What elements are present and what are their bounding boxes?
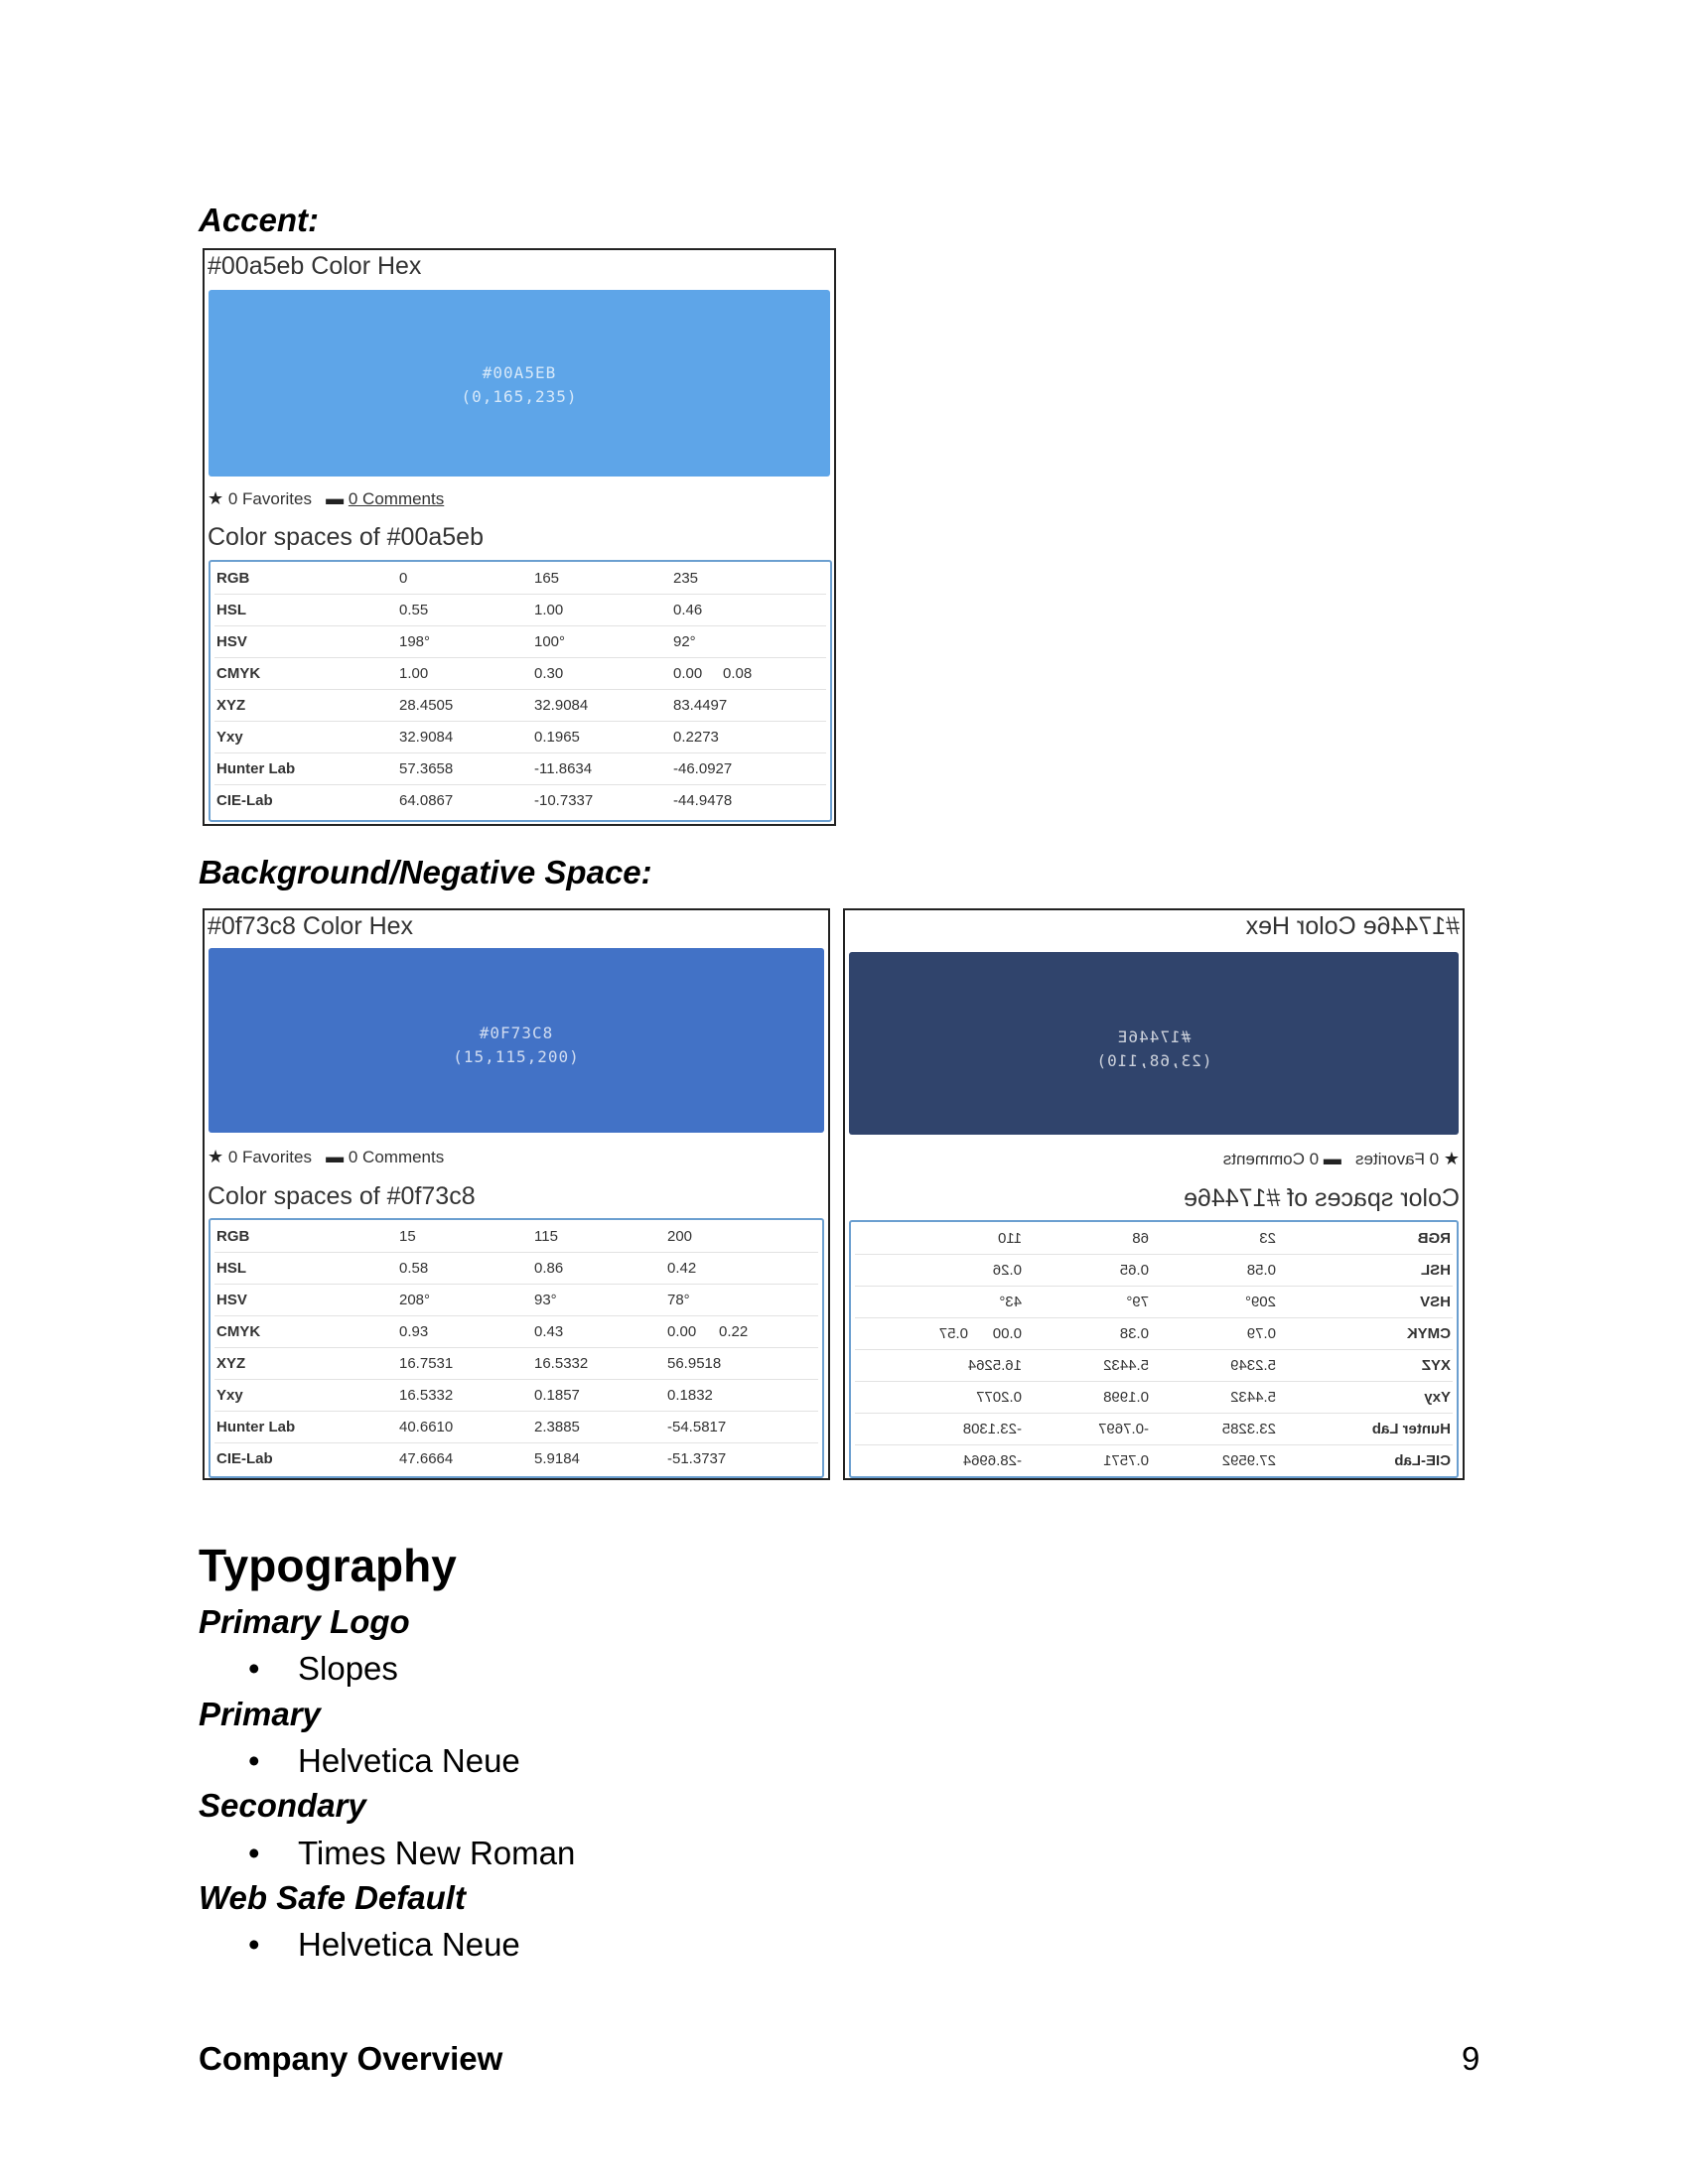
- color-spaces-title: Color spaces of #0f73c8: [208, 1182, 476, 1210]
- table-row: XYZ 28.4505 32.9084 83.4497: [214, 689, 826, 722]
- table-row: Hunter Lab 23.3285 -0.7697 -23.1308: [855, 1413, 1453, 1445]
- swatch-hex: #00A5EB: [482, 363, 557, 382]
- table-row: HSL 0.58 0.86 0.42: [214, 1252, 818, 1285]
- swatch-rgb: (15,115,200): [453, 1047, 580, 1066]
- color-spaces-table: [209, 560, 832, 822]
- star-icon: ★: [208, 488, 224, 508]
- table-row: HSV 198° 100° 92°: [214, 625, 826, 658]
- table-row: Hunter Lab 40.6610 2.3885 -54.5817: [214, 1411, 818, 1443]
- background-heading: Background/Negative Space:: [199, 854, 652, 890]
- typography-heading: Typography: [199, 1540, 457, 1591]
- table-row: Yxy 32.9084 0.1965 0.2273: [214, 721, 826, 753]
- card-meta: [1223, 1149, 1460, 1169]
- table-row: HSV 209° 79° 43°: [855, 1286, 1453, 1318]
- list-item: [248, 1926, 844, 1966]
- list-item: [248, 1742, 844, 1782]
- bullet: •: [248, 1926, 260, 1963]
- table-row: HSV 208° 93° 78°: [214, 1284, 818, 1316]
- favorites-count[interactable]: 0 Favorites: [227, 489, 312, 508]
- star-icon: ★: [208, 1147, 224, 1166]
- comments-link[interactable]: 0 Comments: [348, 1148, 445, 1166]
- background-color-card-left: [203, 908, 830, 1480]
- accent-heading: Accent:: [199, 202, 320, 238]
- swatch-rgb: (23,68,110): [1095, 1051, 1212, 1070]
- comments-link[interactable]: 0 Comments: [1222, 1150, 1320, 1168]
- star-icon: ★: [1443, 1149, 1460, 1168]
- table-row: RGB 23 68 110: [855, 1222, 1453, 1255]
- favorites-count[interactable]: 0 Favorites: [227, 1148, 312, 1166]
- table-row: HSL 0.58 0.65 0.26: [855, 1254, 1453, 1287]
- accent-color-card: [203, 248, 836, 826]
- comment-icon: ▬: [1323, 1149, 1341, 1168]
- list-item: [248, 1835, 844, 1874]
- comment-icon: ▬: [326, 1147, 345, 1166]
- color-swatch: [209, 948, 824, 1133]
- favorites-count[interactable]: 0 Favorites: [1355, 1150, 1440, 1168]
- table-row: CIE-Lab 27.9592 0.7571 -28.6964: [962, 1452, 1451, 1469]
- table-row: XYZ 16.7531 16.5332 56.9518: [214, 1347, 818, 1380]
- color-spaces-title: Color spaces of #00a5eb: [208, 523, 484, 551]
- table-row: CIE-Lab 64.0867 -10.7337 -44.9478: [216, 792, 733, 809]
- table-row: CMYK 0.79 0.38 0.00 0.57: [855, 1317, 1453, 1350]
- primary-label: Primary: [199, 1696, 321, 1732]
- bullet: •: [248, 1742, 260, 1779]
- comments-link[interactable]: 0 Comments: [348, 489, 445, 508]
- background-color-card-right-mirrored: [843, 908, 1465, 1480]
- table-row: CMYK 0.93 0.43 0.00 0.22: [214, 1315, 818, 1348]
- table-row: XYZ 5.2349 5.4432 16.5264: [855, 1349, 1453, 1382]
- color-swatch: [849, 952, 1459, 1135]
- web-safe-font: Helvetica Neue: [298, 1926, 520, 1963]
- bullet: •: [248, 1835, 260, 1871]
- color-spaces-table: [209, 1218, 824, 1478]
- table-row: RGB 15 115 200: [214, 1220, 818, 1253]
- primary-logo-font: Slopes: [298, 1650, 398, 1687]
- comment-icon: ▬: [326, 488, 345, 508]
- primary-font: Helvetica Neue: [298, 1742, 520, 1779]
- footer-title: Company Overview: [199, 2040, 503, 2077]
- table-row: Yxy 16.5332 0.1857 0.1832: [214, 1379, 818, 1412]
- swatch-rgb: (0,165,235): [461, 387, 578, 406]
- color-spaces-table: [849, 1220, 1459, 1478]
- secondary-label: Secondary: [199, 1787, 366, 1824]
- card-meta: [208, 1147, 444, 1167]
- table-row: CIE-Lab 47.6664 5.9184 -51.3737: [216, 1450, 727, 1467]
- color-spaces-title: Color spaces of #17446e: [1184, 1184, 1460, 1212]
- table-row: Hunter Lab 57.3658 -11.8634 -46.0927: [214, 752, 826, 785]
- swatch-hex: #0F73C8: [479, 1024, 554, 1042]
- table-row: HSL 0.55 1.00 0.46: [214, 594, 826, 626]
- card-title: #17446e Color Hex: [1245, 912, 1460, 940]
- web-safe-label: Web Safe Default: [199, 1879, 466, 1916]
- card-title: #00a5eb Color Hex: [208, 252, 422, 280]
- card-title: #0f73c8 Color Hex: [208, 912, 414, 940]
- bullet: •: [248, 1650, 260, 1687]
- table-row: RGB 0 165 235: [214, 562, 826, 595]
- swatch-hex: #17446E: [1116, 1027, 1192, 1046]
- table-row: Yxy 5.4432 0.1998 0.2077: [855, 1381, 1453, 1414]
- list-item: [248, 1650, 844, 1690]
- page-number: 9: [1462, 2040, 1480, 2077]
- primary-logo-label: Primary Logo: [199, 1603, 410, 1640]
- card-meta: [208, 488, 444, 509]
- color-swatch: [209, 290, 830, 477]
- table-row: CMYK 1.00 0.30 0.00 0.08: [214, 657, 826, 690]
- secondary-font: Times New Roman: [298, 1835, 576, 1871]
